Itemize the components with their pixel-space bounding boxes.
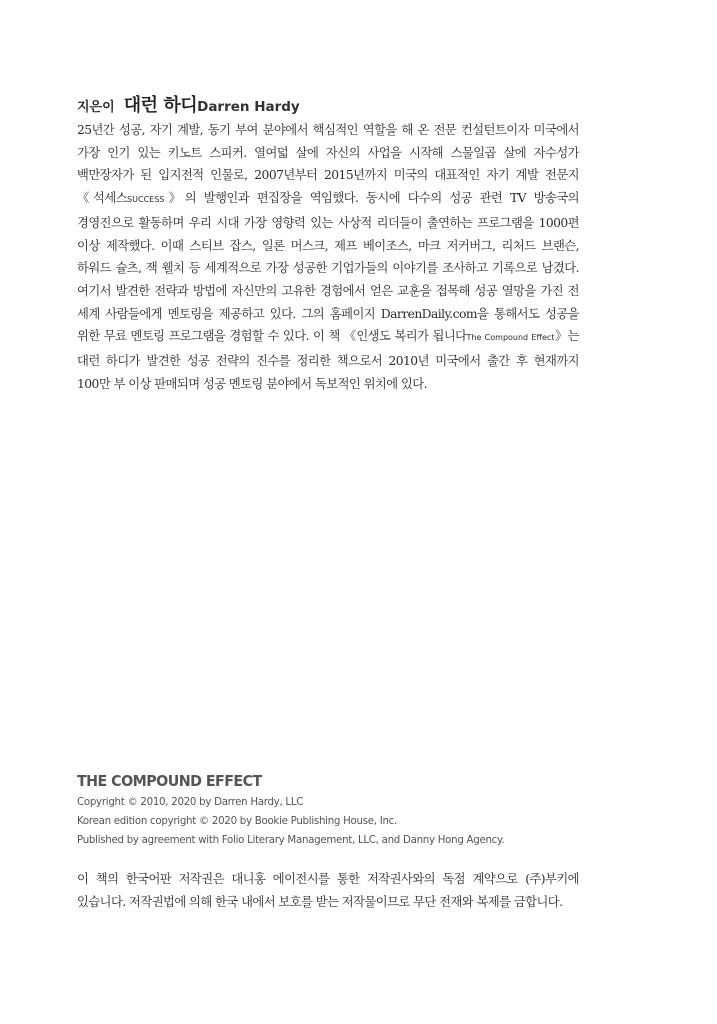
bio-text-part2: 》의 발행인과 편집장을 역임했다. 동시에 다수의 성공 관련 TV 방송국의 경영진으로 활동하며 우리 시대 가장 영향력 있는 사상적 리더들이 출연하는 프로그램을 1000편 이상 제작했다. 이때 스티브 잡스, 일론 머스크, 제프 베이조스, 마크 저커버그, 리처드 브랜슨, 하워드 슐츠, 잭 웰치 등 세계적으로 가장 성공한 기업가들의 이야기를 조사하고 기록으로 남겼다. 여기서 발견한 전략과 방법에 자신만의 고유한 경험에서 얻은 교훈을 접목해 성공 열망을 가진 전 세계 사람들에게 멘토링을 제공하고 있다. 그의 홈페이지 DarrenDaily.com을 통해서도 성공을 위한 무료 멘토링 프로그램을 경험할 수 있다. 이 책 《인생도 복리가 됩니다 (77, 191, 579, 344)
bio-text-part1: 25년간 성공, 자기 계발, 동기 부여 분야에서 핵심적인 역할을 해 온 전문 컨설턴트이자 미국에서 가장 인기 있는 키노트 스피커. 열여덟 살에 자신의 사업을 시작해 스물일곱 살에 자수성가 백만장자가 된 입지전적 인물로, 2007년부터 2015년까지 미국의 대표적인 자기 계발 전문지 《석세스 (77, 123, 579, 206)
copyright-line-agreement: Published by agreement with Folio Literary Management, LLC, and Danny Hong Agency. (77, 833, 505, 847)
copyright-notice-korean: 이 책의 한국어판 저작권은 대니홍 에이전시를 통한 저작권사와의 독점 계약으로 (주)부키에 있습니다. 저작권법에 의해 한국 내에서 보호를 받는 저작물이므로 무단 전재와 복제를 금합니다. (77, 872, 579, 909)
original-book-title: THE COMPOUND EFFECT (77, 772, 262, 790)
bio-magazine-name-en: SUCCESS (127, 195, 165, 205)
author-section (77, 93, 579, 395)
author-heading (77, 93, 579, 119)
copyright-line-korean-edition: Korean edition copyright © 2020 by Bookie Publishing House, Inc. (77, 814, 397, 828)
author-label: 지은이 (77, 100, 115, 115)
bio-text-part3: 》는 대런 하디가 발견한 성공 전략의 진수를 정리한 책으로서 2010년 미국에서 출간 후 현재까지 100만 부 이상 판매되며 성공 멘토링 분야에서 독보적인 위치에 있다. (77, 329, 579, 391)
author-name-korean: 대런 하디 (123, 95, 198, 116)
copyright-section (77, 770, 587, 850)
author-name-english: Darren Hardy (197, 99, 300, 115)
copyright-line-original: Copyright © 2010, 2020 by Darren Hardy, LLC (77, 795, 304, 808)
author-bio (77, 119, 579, 395)
bio-book-title-en: The Compound Effect (466, 333, 555, 343)
